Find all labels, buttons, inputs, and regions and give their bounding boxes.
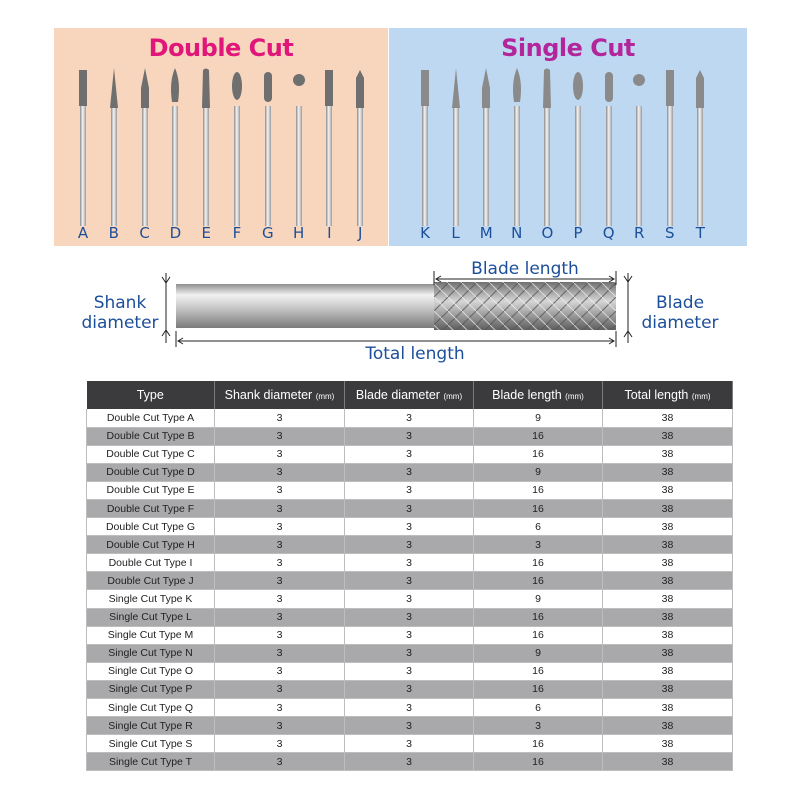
table-row: [87, 518, 733, 536]
table-cell: 3: [345, 753, 474, 771]
table-cell: 3: [215, 590, 345, 608]
table-cell: Single Cut Type O: [87, 662, 215, 680]
burr-bit-h-letter: H: [292, 224, 305, 242]
table-cell: 3: [215, 680, 345, 698]
table-cell: 3: [345, 699, 474, 717]
table-cell: 9: [474, 463, 603, 481]
table-cell: Single Cut Type M: [87, 626, 215, 644]
table-cell: 3: [345, 572, 474, 590]
burr-bit-s-letter: S: [665, 224, 675, 242]
table-row: [87, 554, 733, 572]
table-cell: 3: [215, 717, 345, 735]
table-cell: Single Cut Type S: [87, 735, 215, 753]
burr-bit-t-letter: T: [695, 224, 705, 242]
column-header-label: Blade diameter: [355, 388, 440, 402]
table-row: [87, 445, 733, 463]
burr-bit-p-image: [571, 68, 585, 232]
dimension-diagram: [0, 255, 800, 370]
table-cell: Double Cut Type C: [87, 445, 215, 463]
table-cell: 9: [474, 590, 603, 608]
table-cell: 3: [345, 463, 474, 481]
table-cell: Single Cut Type L: [87, 608, 215, 626]
burr-bit-c-image: [138, 68, 152, 232]
specification-table: [86, 381, 733, 771]
burr-bit-q-image: [602, 68, 616, 232]
total-length-label: Total length: [365, 344, 465, 364]
table-cell: 16: [474, 662, 603, 680]
burr-bit-e-image: [199, 68, 213, 232]
table-cell: Double Cut Type D: [87, 463, 215, 481]
table-cell: 16: [474, 735, 603, 753]
burr-bit-n-image: [510, 68, 524, 232]
table-cell: 3: [474, 536, 603, 554]
table-cell: 16: [474, 572, 603, 590]
table-cell: 16: [474, 481, 603, 499]
column-header-0: [87, 381, 215, 409]
table-cell: 3: [345, 499, 474, 517]
table-cell: 3: [345, 662, 474, 680]
table-cell: 3: [215, 445, 345, 463]
burr-bit-q-letter: Q: [602, 224, 615, 242]
table-cell: Double Cut Type A: [87, 409, 215, 427]
burr-bit-p-letter: P: [573, 224, 583, 242]
table-cell: 38: [603, 644, 733, 662]
table-header-row: [87, 381, 733, 409]
table-cell: 3: [215, 735, 345, 753]
burr-bit-i-letter: I: [327, 224, 332, 242]
burr-bit-h-image: [292, 68, 306, 232]
table-row: [87, 536, 733, 554]
table-cell: 3: [345, 680, 474, 698]
table-cell: 38: [603, 662, 733, 680]
burr-bit-e-letter: E: [201, 224, 211, 242]
table-cell: 3: [215, 518, 345, 536]
table-row: [87, 463, 733, 481]
table-cell: Single Cut Type K: [87, 590, 215, 608]
table-row: [87, 626, 733, 644]
table-cell: 38: [603, 409, 733, 427]
burr-bit-t-image: [693, 68, 707, 232]
burr-bit-m-letter: M: [479, 224, 493, 242]
table-cell: 16: [474, 608, 603, 626]
table-cell: 3: [215, 608, 345, 626]
blade-length-label: Blade length: [471, 259, 579, 279]
table-cell: Single Cut Type Q: [87, 699, 215, 717]
column-header-unit: (mm): [443, 392, 463, 401]
column-header-label: Shank diameter: [224, 388, 313, 402]
table-cell: Double Cut Type J: [87, 572, 215, 590]
table-cell: 3: [215, 427, 345, 445]
column-header-4: [603, 381, 733, 409]
table-cell: 3: [345, 427, 474, 445]
table-cell: 3: [215, 753, 345, 771]
column-header-unit: (mm): [691, 392, 711, 401]
blade-diameter-label: Blade diameter: [641, 293, 719, 333]
table-cell: 38: [603, 608, 733, 626]
shank-diameter-label: Shank diameter: [81, 293, 159, 333]
table-cell: 3: [215, 554, 345, 572]
table-cell: 16: [474, 626, 603, 644]
table-cell: Double Cut Type E: [87, 481, 215, 499]
burr-bit-o-image: [540, 68, 554, 232]
burr-bit-n-letter: N: [511, 224, 523, 242]
table-cell: 3: [345, 590, 474, 608]
table-cell: 3: [345, 554, 474, 572]
table-cell: Double Cut Type G: [87, 518, 215, 536]
table-cell: 3: [345, 481, 474, 499]
table-cell: Single Cut Type P: [87, 680, 215, 698]
table-cell: 3: [474, 717, 603, 735]
table-cell: Single Cut Type N: [87, 644, 215, 662]
table-cell: 38: [603, 499, 733, 517]
burr-bit-g-letter: G: [261, 224, 274, 242]
table-cell: 3: [345, 735, 474, 753]
table-cell: 38: [603, 626, 733, 644]
table-row: [87, 608, 733, 626]
table-cell: 38: [603, 481, 733, 499]
table-cell: 3: [345, 608, 474, 626]
burr-bit-j-image: [353, 68, 367, 232]
table-row: [87, 427, 733, 445]
burr-bit-a-letter: A: [77, 224, 89, 242]
table-cell: 3: [345, 445, 474, 463]
table-row: [87, 735, 733, 753]
single-cut-panel: [389, 28, 747, 246]
table-cell: 3: [215, 536, 345, 554]
table-cell: 3: [215, 644, 345, 662]
table-cell: 16: [474, 680, 603, 698]
table-cell: 38: [603, 536, 733, 554]
shank-shape: [176, 284, 434, 328]
table-cell: 16: [474, 554, 603, 572]
column-header-unit: (mm): [565, 392, 584, 401]
table-cell: 3: [215, 481, 345, 499]
burr-bit-c-letter: C: [139, 224, 150, 242]
column-header-1: [215, 381, 345, 409]
table-cell: 38: [603, 753, 733, 771]
burr-bit-l-image: [449, 68, 463, 232]
table-cell: 3: [345, 518, 474, 536]
table-row: [87, 409, 733, 427]
single-cut-title: Single Cut: [501, 34, 635, 62]
burr-bit-k-image: [418, 68, 432, 232]
table-cell: 3: [345, 626, 474, 644]
table-cell: 16: [474, 427, 603, 445]
table-row: [87, 572, 733, 590]
burr-bit-d-letter: D: [169, 224, 182, 242]
burr-bit-b-image: [107, 68, 121, 232]
table-cell: Single Cut Type T: [87, 753, 215, 771]
burr-bit-a-image: [76, 68, 90, 232]
table-row: [87, 481, 733, 499]
burr-bit-j-letter: J: [357, 224, 363, 242]
table-cell: 9: [474, 409, 603, 427]
table-cell: Double Cut Type B: [87, 427, 215, 445]
column-header-2: [345, 381, 474, 409]
burr-bit-o-letter: O: [541, 224, 554, 242]
column-header-label: Total length: [624, 388, 689, 402]
table-cell: Double Cut Type I: [87, 554, 215, 572]
burr-bit-r-image: [632, 68, 646, 232]
column-header-label: Type: [136, 388, 164, 402]
table-cell: 38: [603, 463, 733, 481]
table-row: [87, 644, 733, 662]
table-cell: 38: [603, 590, 733, 608]
burr-bit-l-letter: L: [451, 224, 460, 242]
table-cell: 3: [345, 717, 474, 735]
burr-bit-b-letter: B: [108, 224, 119, 242]
burr-bit-k-letter: K: [420, 224, 430, 242]
column-header-label: Blade length: [492, 388, 562, 402]
column-header-3: [474, 381, 603, 409]
double-cut-panel: [54, 28, 388, 246]
table-cell: 38: [603, 735, 733, 753]
table-cell: 3: [215, 463, 345, 481]
table-cell: 38: [603, 680, 733, 698]
table-row: [87, 717, 733, 735]
table-cell: 38: [603, 717, 733, 735]
table-cell: 38: [603, 572, 733, 590]
burr-bit-r-letter: R: [633, 224, 645, 242]
table-cell: Double Cut Type H: [87, 536, 215, 554]
table-cell: 16: [474, 499, 603, 517]
table-cell: 3: [345, 409, 474, 427]
blade-cross-cut: [434, 282, 616, 330]
table-cell: Double Cut Type F: [87, 499, 215, 517]
table-cell: 3: [215, 662, 345, 680]
table-row: [87, 662, 733, 680]
burr-bit-d-image: [168, 68, 182, 232]
table-cell: 3: [345, 536, 474, 554]
table-row: [87, 590, 733, 608]
table-cell: 16: [474, 445, 603, 463]
column-header-unit: (mm): [315, 392, 335, 401]
table-cell: 3: [345, 644, 474, 662]
burr-bit-i-image: [322, 68, 336, 232]
table-cell: 3: [215, 499, 345, 517]
table-row: [87, 680, 733, 698]
table-cell: 6: [474, 518, 603, 536]
table-cell: 3: [215, 409, 345, 427]
table-cell: 38: [603, 554, 733, 572]
table-row: [87, 699, 733, 717]
burr-bit-g-image: [261, 68, 275, 232]
table-cell: Single Cut Type R: [87, 717, 215, 735]
table-cell: 3: [215, 626, 345, 644]
table-cell: 16: [474, 753, 603, 771]
table-cell: 38: [603, 699, 733, 717]
table-cell: 9: [474, 644, 603, 662]
table-row: [87, 499, 733, 517]
burr-bit-m-image: [479, 68, 493, 232]
burr-bit-f-letter: F: [232, 224, 242, 242]
table-cell: 38: [603, 518, 733, 536]
burr-bit-s-image: [663, 68, 677, 232]
table-cell: 38: [603, 445, 733, 463]
table-cell: 3: [215, 572, 345, 590]
table-row: [87, 753, 733, 771]
double-cut-title: Double Cut: [148, 34, 294, 62]
table-cell: 38: [603, 427, 733, 445]
burr-bit-f-image: [230, 68, 244, 232]
table-body: [87, 409, 733, 771]
table-cell: 3: [215, 699, 345, 717]
table-cell: 6: [474, 699, 603, 717]
